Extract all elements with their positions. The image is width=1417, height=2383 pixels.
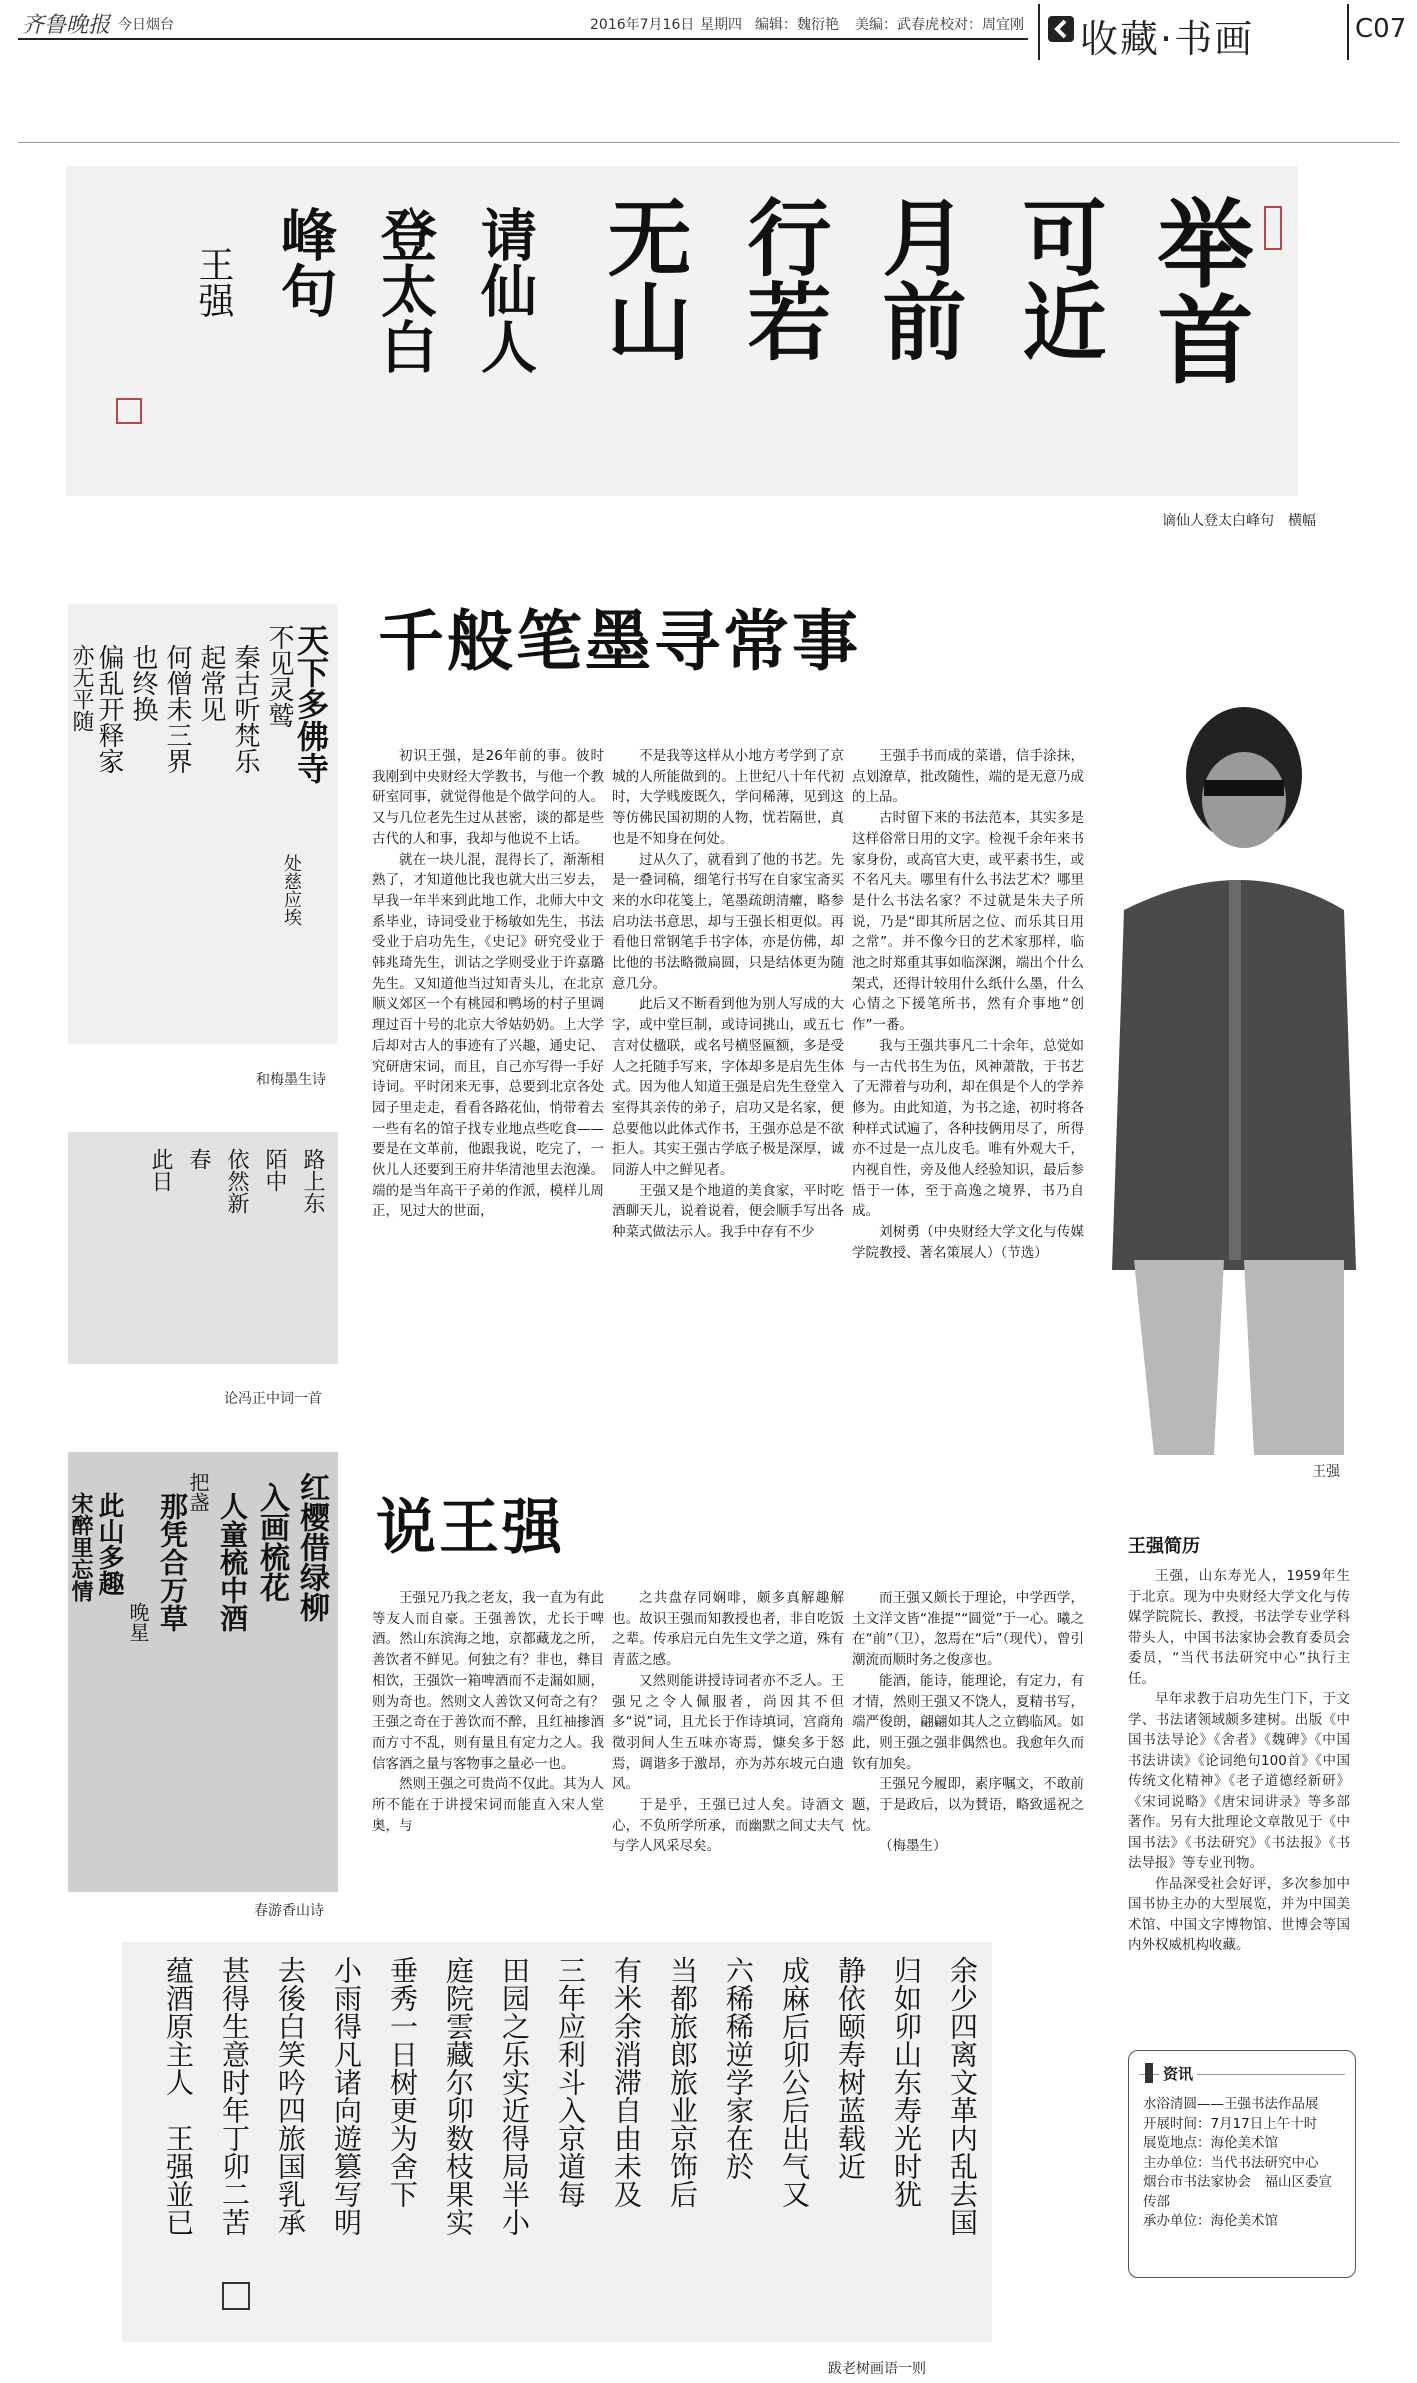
artwork-poem-1-line-8: 亦无平随 (69, 644, 94, 732)
artwork-poem-1-line-6: 也终换 (128, 644, 158, 722)
section-title: 收藏·书画 (1080, 17, 1255, 61)
article-paragraph: 初识王强，是26年前的事。彼时我刚到中央财经大学教书，与他一个教研室同事，就觉得他是个做学问的人。又与几位老先生过从甚密，谈的都是些古代的人和事，我却与他说不上话。 (372, 748, 604, 847)
artwork-poem-2 (68, 1132, 338, 1364)
article-1-column-3 (852, 746, 1084, 1400)
bottom-col-15: 蕴酒原主人 王强並已 (162, 1956, 195, 2236)
article-paragraph: 王强兄乃我之老友，我一直为有此等友人而自豪。王强善饮，尤长于啤酒。然山东滨海之地，京都藏龙之所，善饮者不鲜见。何独之有？非也，彝目相饮，王强饮一箱啤酒而不走漏如厕，则为奇也。然则文人善饮又何奇之有？王强之奇在于善饮而不醉，且红袖掺酒而方寸不乱，则有量且有定力之人。我信客酒之量与客物事之量必一也。 (372, 1590, 604, 1772)
artwork-poem-3-line-1: 红樱借绿柳 (294, 1472, 329, 1622)
article-1-column-1 (372, 746, 604, 1400)
bio-title: 王强简历 (1128, 1536, 1200, 1557)
info-box-body (1143, 2095, 1343, 2232)
article-paragraph: （梅墨生） (879, 1838, 947, 1855)
artwork-poem-1-line-1: 天下多佛寺 (292, 624, 330, 784)
bottom-col-6: 当都旅郎旅业京饰后 (666, 1956, 699, 2208)
bottom-col-8: 三年应利斗入京道每 (554, 1956, 587, 2208)
artwork-poem-3-line-7: 此山多趣 (94, 1492, 124, 1596)
banner-calligraphy (66, 166, 1298, 496)
article-paragraph: 我与王强共事凡二十余年，总觉如与一古代书生为伍，风神萧散，于书艺了无滞着与功利，却在俱是个人的学养修为。由此知道，为书之途，初时将各种样式试遍了，各种技俩用尽了，所得亦不过是一点儿皮毛。唯有外观大千，内视自性，旁及他人经验知识，最后参悟于一体，至于高逸之境界，书乃自成。 (852, 1037, 1084, 1220)
bottom-col-3: 静依颐寿树蓝载近 (834, 1956, 867, 2180)
info-box-tag: 资讯 (1159, 2063, 1197, 2084)
artwork-poem-3-caption: 春游香山诗 (254, 1903, 324, 1919)
info-tag-marker-icon (1145, 2063, 1153, 2083)
banner-caption: 谪仙人登太白峰句 横幅 (1162, 513, 1316, 529)
article-paragraph: 于是乎，王强已过人矣。诗酒文心，不负所学所承，而幽默之间丈夫气与学人风采尽矣。 (612, 1797, 844, 1855)
bottom-col-1: 余少四离文革内乱去国 (946, 1956, 979, 2236)
exhibition-host: 承办单位：海伦美术馆 (1143, 2213, 1278, 2229)
article-paragraph: 就在一块儿混，混得长了，渐渐相熟了，才知道他比我也就大出三岁去，早我一年半来到此地工作，北师大中文系毕业，诗词受业于杨敏如先生，书法受业于启功先生，《史记》研究受业于韩兆琦先生，训诂之学则受业于许嘉璐先生。又知道他当过知青头儿，在北京顺义郊区一个有桃园和鸭场的村子里调理过百十号的北京大爷姑奶奶。上大学后却对古人的事迹有了兴趣，通史记、究研唐宋词，而且，自己亦写得一手好诗词。平时闭来无事，总要到北京各处园子里走走，看看各路花仙，悄带着去一些有名的馆子找专业地点些吃食——要是在文革前，他跟我说，吃完了，一伙儿人还要到王府井华清池里去泡澡。端的是当年高干子弟的作派，模样儿周正，见过大的世面， (372, 851, 604, 1220)
bottom-col-14: 甚得生意时年丁卯二苦 (218, 1956, 251, 2236)
art-editor-credit: 美编：武春虎 (855, 17, 939, 33)
artwork-poem-3-line-4: 把盏 (186, 1472, 210, 1512)
bottom-calligraphy-caption: 跋老树画语一则 (828, 2361, 926, 2377)
banner-col-2: 可近 (1009, 194, 1108, 362)
article-2-column-3 (852, 1588, 1084, 1918)
article-paragraph: 王强又是个地道的美食家，平时吃酒聊天儿，说着说着，便会顺手写出各种菜式做法示人。我手中存有不少 (612, 1182, 844, 1241)
portrait-photo (1094, 680, 1364, 1455)
banner-col-8: 峰句 (272, 206, 338, 318)
article-paragraph: 刘树勇（中央财经大学文化与传媒学院教授、著名策展人）（节选） (852, 1224, 1084, 1261)
info-box (1128, 2050, 1356, 2278)
article-paragraph: 而王强又颇长于理论，中学西学，土文洋文皆“准提”“圆觉”于一心。曦之在“前”（卫），忽焉在“后”（现代），曾引潮流而顺时务之俊彦也。 (852, 1590, 1084, 1669)
bottom-col-9: 田园之乐实近得局半小 (498, 1956, 531, 2236)
bottom-col-13: 去後白笑吟四旅国乳承 (274, 1956, 307, 2236)
artwork-poem-2-line-3: 依然新 (224, 1148, 249, 1214)
artwork-poem-1-caption: 和梅墨生诗 (256, 1072, 326, 1088)
bottom-col-7: 有米余消滞自由未及 (610, 1956, 643, 2208)
section-arrow-icon (1048, 16, 1074, 42)
bio-paragraph-1: 王强，山东寿光人，1959年生于北京。现为中央财经大学文化与传媒学院院长、教授，书法学专业学科带头人，中国书法家协会教育委员会委员，“当代书法研究中心”执行主任。 (1128, 1568, 1350, 1687)
exhibition-venue: 展览地点：海伦美术馆 (1143, 2135, 1278, 2151)
artwork-poem-3-line-8: 宋醉里忘情 (68, 1492, 94, 1602)
top-rule (18, 142, 1399, 143)
page-number: C07 (1355, 14, 1407, 44)
artwork-poem-3 (68, 1452, 338, 1892)
banner-col-6: 请仙人 (472, 206, 538, 374)
article-paragraph: 之共盘存同娴啡，颇多真解趣解也。故识王强而知教授也者，非自吃饭之辈。传承启元白先生文学之道，殊有青蓝之感。 (612, 1590, 844, 1669)
exhibition-organizer: 主办单位：当代书法研究中心 烟台市书法家协会 福山区委宣传部 (1143, 2154, 1332, 2210)
article-paragraph: 然则王强之可贵尚不仅此。其为人所不能在于讲授宋词而能直入宋人堂奥，与 (372, 1776, 604, 1834)
banner-seal-icon (116, 398, 142, 424)
article-1-column-2 (612, 746, 844, 1400)
bottom-col-11: 垂秀一日树更为舍下 (386, 1956, 419, 2208)
masthead: 齐鲁晚报 (22, 13, 111, 38)
edition-name: 今日烟台 (118, 17, 174, 33)
banner-col-5: 无山 (594, 194, 693, 362)
bottom-col-10: 庭院雲藏尔卯数枝果实 (442, 1956, 475, 2236)
article-paragraph: 此后又不断看到他为别人写成的大字，或中堂巨制，或诗词挑山，或五七言对仗楹联，或名号横竖匾额，多是受人之托随手写来，字体却多是启先生体式。因为他人知道王强是启先生登堂入室得其亲传的弟子，启功又是名家，便总要他以此体式作书，王强亦总是不欲拒人。其实王强古学底子极是深厚，诚同游人中之鲜见者。 (612, 996, 844, 1179)
article-1-title: 千般笔墨寻常事 (378, 603, 861, 680)
article-paragraph: 又然则能讲授诗词者亦不乏人。王强兄之令人佩服者，尚因其不但多“说”词，且尤长于作诗填词，宫商角徵羽间人生五味亦寄焉，慷矣多于怒焉，调谐多于激昂，亦为苏东坡元白遗风。 (612, 1672, 844, 1793)
artwork-poem-3-line-3: 人童梳中酒 (216, 1492, 249, 1632)
banner-signature: 王强 (193, 246, 234, 318)
bottom-calligraphy (122, 1942, 992, 2342)
bio-paragraph-3: 作品深受社会好评，多次参加中国书协主办的大型展览，并为中国美术馆、中国文字博物馆、世博会等国内外权威机构收藏。 (1128, 1875, 1350, 1953)
artwork-poem-3-line-6: 晚星 (126, 1602, 150, 1642)
proofreader-credit: 校对：周宜刚 (940, 17, 1024, 33)
article-2-column-2 (612, 1588, 844, 1918)
artwork-poem-2-caption: 论冯正中词一首 (224, 1391, 322, 1407)
article-2-title: 说王强 (376, 1493, 565, 1563)
artwork-poem-1-line-7: 偏乱开释家 (94, 644, 124, 774)
banner-corner-seal-icon (1264, 206, 1282, 250)
bottom-col-2: 归如卯山东寿光时犹 (890, 1956, 923, 2208)
artwork-poem-3-line-5: 那凭合万草 (156, 1492, 189, 1632)
artwork-poem-2-line-2: 陌中 (262, 1148, 287, 1192)
artwork-poem-3-line-2: 入画梳花 (254, 1482, 289, 1602)
article-paragraph: 过从久了，就看到了他的书艺。先是一叠词稿，细笔行书写在自家宝斋买来的水印花笺上，笔墨疏朗清癯，略参启功法书意思，却与王强长相更似。再看他日常钢笔手书字体，亦是仿佛，却比他的书法略微扁圆，只是结体更为随意几分。 (612, 851, 844, 992)
article-paragraph: 王强兄今履即，素序嘱文，不敢前题，于是政后，以为賛语，略致遥祝之忱。 (852, 1776, 1084, 1834)
portrait-silhouette-icon (1094, 680, 1364, 1455)
bottom-seal-icon (222, 2282, 250, 2310)
bottom-col-5: 六稀稀逆学家在於 (722, 1956, 755, 2180)
artwork-poem-2-line-5: 此日 (148, 1148, 173, 1192)
artwork-poem-1-line-5: 何僧未三界 (162, 644, 192, 774)
editor-credit: 编辑：魏衍艳 (755, 17, 839, 33)
article-paragraph: 王强手书而成的菜谱，信手涂抹，点划潦草，批改随性，端的是无意乃成的上品。 (852, 748, 1084, 806)
banner-col-3: 月前 (869, 194, 968, 362)
banner-col-7: 登太白 (372, 206, 438, 374)
header-divider-right (1347, 4, 1349, 60)
issue-date: 2016年7月16日 (590, 17, 695, 33)
bio-paragraph-2: 早年求教于启功先生门下，于文学、书法诸领域颇多建树。出版《中国书法导论》《舍者》《魏碑》《中国书法讲读》《论词绝句100首》《中国传统文化精神》《老子道德经新研》《宋词说略》《唐宋词讲录》等多部著作。另有大批理论文章散见于《中国书法》《书法研究》《书法报》《书法导报》等专业刊物。 (1128, 1691, 1350, 1871)
exhibition-time: 开展时间：7月17日上午十时 (1143, 2115, 1318, 2132)
article-paragraph: 能酒，能诗，能理论，有定力，有才情，然则王强又不饶人，夏精书写，端严俊朗，翩翩如其人之立鹤临风。如此，则王强之强非偶然也。我愈年久而钦有加矣。 (852, 1672, 1084, 1772)
header-rule (18, 38, 1028, 40)
artwork-poem-1 (68, 604, 338, 1044)
artwork-poem-1-line-9: 处慈应埃 (281, 854, 302, 926)
banner-col-1: 举首 (1142, 194, 1255, 386)
artwork-poem-1-line-3: 秦古听梵乐 (230, 644, 260, 774)
artwork-poem-1-line-2: 不见灵鹫 (264, 624, 294, 728)
bottom-col-12: 小雨得凡诸向遊篡写明 (330, 1956, 363, 2236)
article-paragraph: 古时留下来的书法范本，其实多是这样俗常日用的文字。检视千余年来书家身份，或高官大吏，或平素书生，或不名凡夫。哪里有什么书法艺术？哪里是什么书法名家？不过就是朱夫子所说，乃是“即其所居之位、而乐其日用之常”。并不像今日的艺术家那样，临池之时郑重其事如临深渊，端出个什么架式，还得计较用什么纸什么墨，什么心情之下援笔所书，然有介事地“创作”一番。 (852, 810, 1084, 1034)
artwork-poem-2-line-4: 春 (186, 1148, 211, 1170)
exhibition-name: 水浴清圆——王强书法作品展 (1143, 2096, 1319, 2112)
bottom-col-4: 成麻后卯公后出气又 (778, 1956, 811, 2208)
bio-text (1128, 1566, 1350, 2046)
article-2-column-1 (372, 1588, 604, 1918)
issue-weekday: 星期四 (700, 17, 742, 33)
artwork-poem-2-line-1: 路上东 (300, 1148, 325, 1214)
article-paragraph: 不是我等这样从小地方考学到了京城的人所能做到的。上世纪八十年代初时，大学贱废既久，学问稀薄，见到这等仿佛民国初期的人物，忧若隔世，真也是不知身在何处。 (612, 748, 844, 847)
artwork-poem-1-line-4: 起常见 (196, 644, 226, 722)
header-divider-left (1038, 4, 1040, 60)
portrait-caption: 王强 (1312, 1464, 1340, 1480)
banner-col-4: 行若 (734, 194, 833, 362)
